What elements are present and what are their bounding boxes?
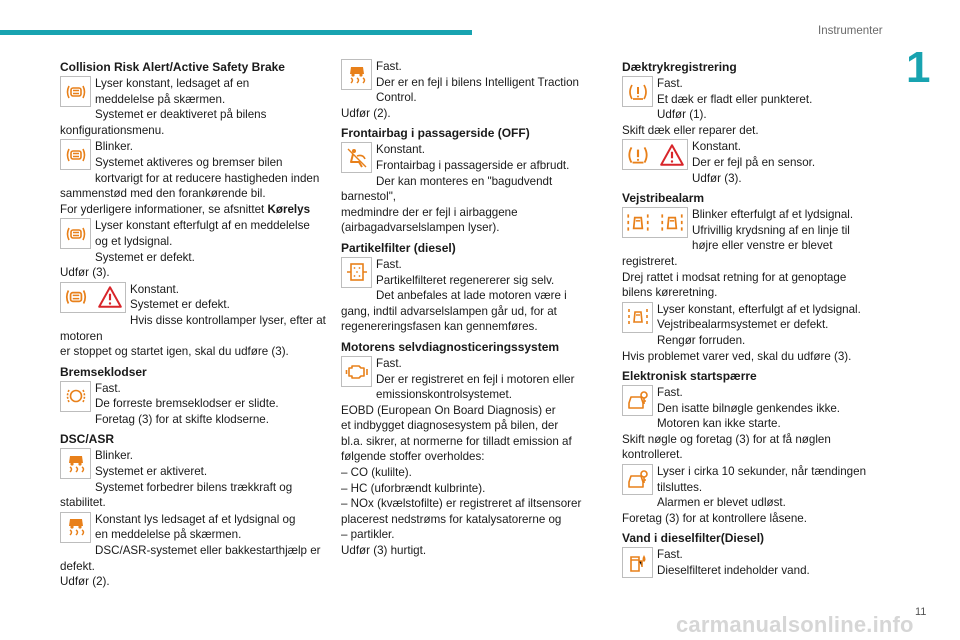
entry-lane-departure-2: Lyser konstant, efterfulgt af et lydsignal. Vejstribealarmsystemet er defekt. Rengør forruden. Hvis problemet varer ved, skal du udføre (3). — [622, 302, 861, 363]
lane-departure-icon — [622, 302, 653, 333]
entry-traction-control: Fast. Der er en fejl i bilens Intelligent Traction Control. Udfør (2). — [341, 60, 579, 120]
entry-collision-2: Blinker. Systemet aktiveres og bremser bilen kortvarigt for at reducere hastigheden inden sammenstød med den forankørende bil. For yderligere informationer, se afsnittet Kørelys — [60, 140, 320, 216]
collision-alert-icon — [60, 218, 91, 249]
entry-passenger-airbag: Konstant. Frontairbag i passagerside er afbrudt. Der kan monteres en "bagudvendt barnestol", medmindre der er fejl i airbaggene (airbagadvarselslampen lyser). — [341, 143, 570, 235]
particle-filter-icon — [341, 257, 372, 288]
column-2 — [341, 59, 603, 559]
entry-tyre-pressure-2: Konstant. Der er fejl på en sensor. Udfør (3). — [622, 139, 884, 186]
engine-icon — [341, 356, 372, 387]
accent-bar — [0, 30, 472, 35]
heading-lane-departure: Vejstribealarm — [622, 191, 705, 206]
heading-brake-pads: Bremseklodser — [60, 364, 147, 379]
heading-passenger-airbag: Frontairbag i passagerside (OFF) — [341, 126, 530, 141]
tyre-warning-icon-pair — [622, 139, 688, 170]
entry-dsc-2: Konstant lys ledsaget af et lydsignal og en meddelelse på skærmen. DSC/ASR-systemet eller bakkestarthjælp er defekt. Udfør (2). — [60, 512, 321, 589]
entry-dsc-1: Blinker. Systemet er aktiveret. Systemet forbedrer bilens trækkraft og stabilitet. — [60, 449, 293, 510]
skid-car-icon — [60, 448, 91, 479]
section-title: Instrumenter — [818, 25, 883, 37]
skid-car-icon — [341, 59, 372, 90]
collision-warning-icon-pair — [60, 282, 126, 313]
entry-brake-pads: Fast. De forreste bremseklodser er slidte. Foretag (3) for at skifte klodserne. — [60, 381, 335, 428]
entry-collision-1: Lyser konstant, ledsaget af en meddelelse på skærmen. Systemet er deaktiveret på bilens konfigurationsmenu. — [60, 77, 267, 137]
entry-lane-departure-1: Blinker efterfulgt af et lydsignal. Ufrivillig krydsning af en linje til højre eller venstre er blevet registreret. Drej rattet i modsat retning for at genoptage bilens køreretning. — [622, 208, 854, 300]
warning-triangle-icon — [659, 142, 685, 168]
entry-immobiliser-1: Fast. Den isatte bilnøgle genkendes ikke. Motoren kan ikke starte. Skift nøgle og foretag (3) for at få nøglen kontrolleret. — [622, 386, 841, 462]
car-key-icon — [622, 385, 653, 416]
collision-alert-icon — [60, 139, 91, 170]
brake-pad-icon — [60, 381, 91, 412]
heading-tyre-pressure: Dæktrykregistrering — [622, 60, 737, 74]
chapter-number: 1 — [906, 43, 931, 92]
heading-dsc-asr: DSC/ASR — [60, 432, 115, 447]
lane-departure-right-icon — [659, 210, 685, 236]
heading-water-in-diesel: Vand i dieselfilter(Diesel) — [622, 531, 765, 546]
tyre-pressure-icon — [622, 76, 653, 107]
lane-departure-left-icon — [625, 210, 651, 236]
tyre-pressure-icon — [625, 142, 651, 168]
heading-immobiliser: Elektronisk startspærre — [622, 369, 757, 384]
column-3 — [622, 59, 884, 579]
entry-water-in-diesel: Fast. Dieselfilteret indeholder vand. — [622, 547, 884, 579]
page-number: 11 — [915, 606, 927, 618]
heading-collision-risk-alert: Collision Risk Alert/Active Safety Brake — [60, 60, 285, 74]
watermark: carmanualsonline.info — [676, 612, 914, 637]
collision-alert-icon — [63, 284, 89, 310]
heading-engine-self-diagnosis: Motorens selvdiagnosticeringssystem — [341, 339, 560, 354]
entry-collision-3: Lyser konstant efterfulgt af en meddelelse og et lydsignal. Systemet er defekt. Udfør (3). — [60, 219, 310, 280]
entry-tyre-pressure-1: Fast. Et dæk er fladt eller punkteret. Udfør (1). Skift dæk eller reparer det. — [622, 77, 813, 137]
water-in-fuel-icon — [622, 547, 653, 578]
entry-collision-4: Konstant. Systemet er defekt. Hvis disse kontrollamper lyser, efter at motoren er stoppet og startet igen, skal du udføre (3). — [60, 282, 326, 359]
skid-car-icon — [60, 512, 91, 543]
entry-particle-filter: Fast. Partikelfilteret regenererer sig selv. Det anbefales at lade motoren være i gang, indtil advarselslampen går ud, for at regenereringsfasen kan gennemføres. — [341, 257, 567, 334]
column-1 — [60, 59, 335, 590]
airbag-off-icon — [341, 142, 372, 173]
collision-alert-icon — [60, 76, 91, 107]
entry-engine-self-diagnosis: Fast. Der er registreret en fejl i motoren eller emissionskontrolsystemet. EOBD (European On Board Diagnosis) er et indbygget diagnosesystem på bilen, der bl.a. sikrer, at normerne for tilladt emission af følgende stoffer overholdes: – CO (kulilte). – HC (uforbrændt kulbrinte). – NOx (kvælstofilte) er registreret af iltsensorer placerest nedstrøms for katalysatorerne og – partikler. Udfør (3) hurtigt. — [341, 356, 582, 558]
warning-triangle-icon — [97, 284, 123, 310]
lane-departure-icon-pair — [622, 207, 688, 238]
heading-particle-filter: Partikelfilter (diesel) — [341, 240, 456, 255]
link-korelys: Kørelys — [267, 202, 311, 216]
entry-immobiliser-2: Lyser i cirka 10 sekunder, når tændingen tilsluttes. Alarmen er blevet udløst. Foretag (3) for at kontrollere låsene. — [622, 465, 867, 525]
car-key-icon — [622, 464, 653, 495]
